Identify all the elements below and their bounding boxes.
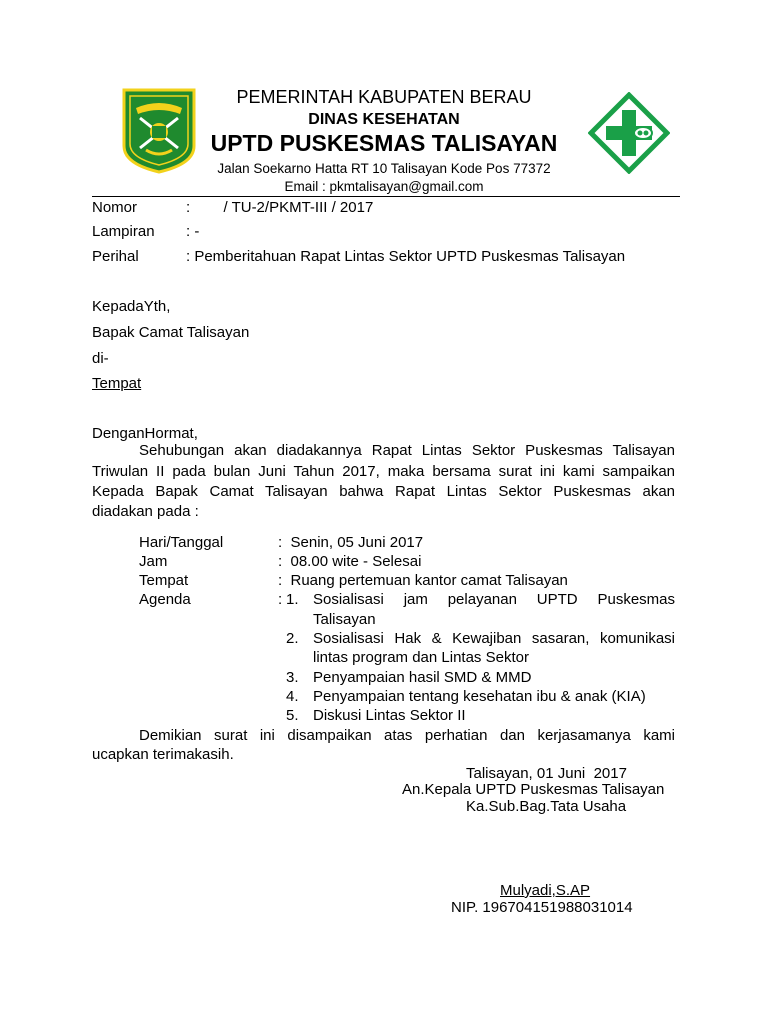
recipient-place: [92, 374, 141, 393]
agenda-item-4-num: 4.: [286, 688, 299, 705]
letterhead-divider: [92, 196, 680, 197]
signature-title1: An.Kepala UPTD Puskesmas Talisayan: [402, 781, 665, 798]
letterhead-address: Jalan Soekarno Hatta RT 10 Talisayan Kode Pos 77372: [217, 161, 551, 176]
greeting: DenganHormat,: [92, 425, 198, 442]
perihal-label: Perihal: [92, 248, 139, 265]
agenda-item-1-line1: Sosialisasi jam pelayanan UPTD Puskesmas: [313, 591, 675, 608]
agenda-item-5-num: 5.: [286, 707, 299, 724]
letterhead-government: PEMERINTAH KABUPATEN BERAU: [236, 87, 532, 107]
lampiran-value: : -: [186, 223, 200, 240]
para1-line3: Kepada Bapak Camat Talisayan bahwa Rapat Lintas Sektor Puskesmas akan: [92, 483, 675, 500]
letterhead-department: DINAS KESEHATAN: [308, 111, 460, 128]
agenda-item-2-line2: lintas program dan Lintas Sektor: [313, 649, 529, 666]
signature-title2: Ka.Sub.Bag.Tata Usaha: [466, 798, 627, 815]
hari-label: Hari/Tanggal: [139, 534, 224, 551]
agenda-item-2-num: 2.: [286, 630, 299, 647]
perihal-value: : Pemberitahuan Rapat Lintas Sektor UPTD Puskesmas Talisayan: [186, 248, 626, 265]
recipient-place-text: Tempat: [92, 375, 142, 392]
tempat-value: : Ruang pertemuan kantor camat Talisayan: [278, 572, 568, 589]
para1-line1: Sehubungan akan diadakannya Rapat Lintas Sektor Puskesmas Talisayan: [139, 442, 675, 459]
agenda-colon: :: [278, 591, 283, 608]
letterhead-email: Email : pkmtalisayan@gmail.com: [284, 179, 484, 194]
agenda-item-1-line2: Talisayan: [313, 611, 376, 628]
agenda-item-2-line1: Sosialisasi Hak & Kewajiban sasaran, komunikasi: [313, 630, 675, 647]
tempat-label: Tempat: [139, 572, 189, 589]
nomor-value: : / TU-2/PKMT-III / 2017: [186, 199, 374, 216]
agenda-item-5-line1: Diskusi Lintas Sektor II: [313, 707, 466, 724]
agenda-item-4-line1: Penyampaian tentang kesehatan ibu & anak (KIA): [313, 688, 646, 705]
nomor-label: Nomor: [92, 199, 138, 216]
jam-value: : 08.00 wite - Selesai: [278, 553, 422, 570]
agenda-item-1-num: 1.: [286, 591, 299, 608]
signature-nip: NIP. 196704151988031014: [451, 899, 633, 916]
recipient-di: di-: [92, 350, 109, 367]
para1-line2: Triwulan II pada bulan Juni Tahun 2017, maka bersama surat ini kami sampaikan: [92, 463, 675, 480]
signature-name-text: Mulyadi,S.AP: [500, 882, 591, 899]
closing-line2: ucapkan terimakasih.: [92, 746, 234, 763]
agenda-item-3-num: 3.: [286, 669, 299, 686]
hari-value: : Senin, 05 Juni 2017: [278, 534, 424, 551]
recipient-salutation: KepadaYth,: [92, 298, 171, 315]
recipient-name: Bapak Camat Talisayan: [92, 324, 250, 341]
para1-line4: diadakan pada :: [92, 503, 199, 520]
berau-regency-crest-icon: [122, 88, 196, 174]
signature-place-date: Talisayan, 01 Juni 2017: [466, 765, 627, 782]
closing-line1: Demikian surat ini disampaikan atas perhatian dan kerjasamanya kami: [139, 727, 675, 744]
lampiran-label: Lampiran: [92, 223, 155, 240]
jam-label: Jam: [139, 553, 168, 570]
puskesmas-cross-icon: [588, 92, 670, 174]
agenda-label: Agenda: [139, 591, 191, 608]
letterhead-institution: UPTD PUSKESMAS TALISAYAN: [210, 130, 558, 156]
agenda-item-3-line1: Penyampaian hasil SMD & MMD: [313, 669, 532, 686]
